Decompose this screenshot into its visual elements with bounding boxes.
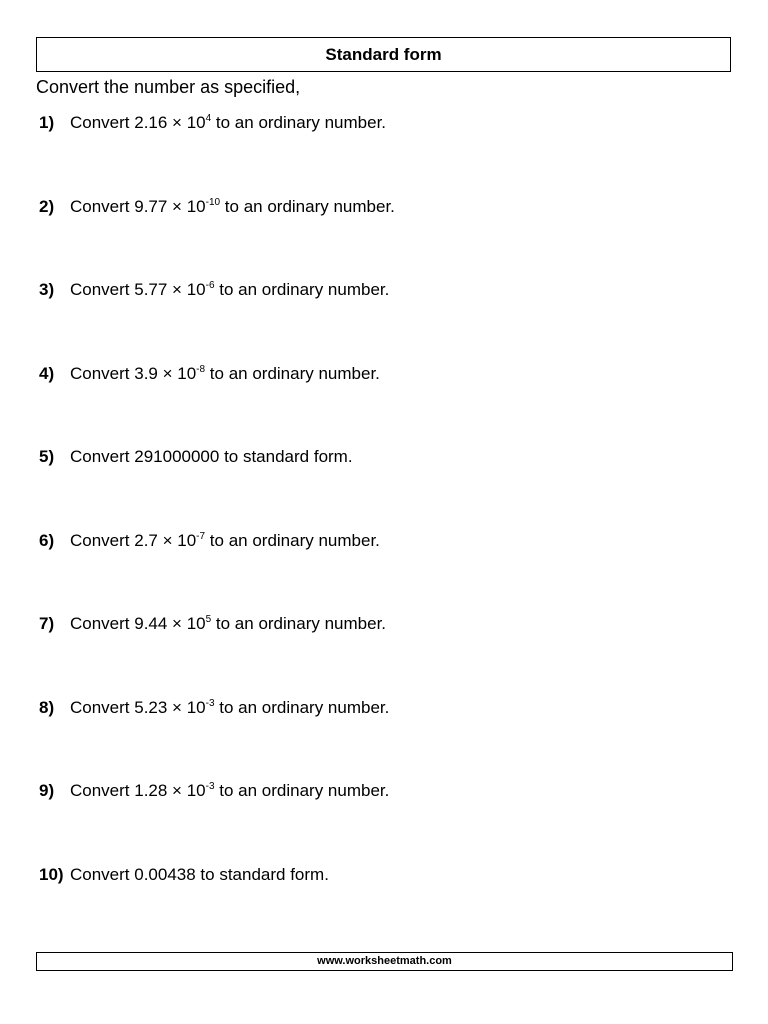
exponent: -8	[196, 364, 206, 375]
question-number: 10)	[39, 865, 64, 884]
question-number: 5)	[39, 447, 55, 466]
question-number: 7)	[39, 614, 55, 633]
question-text: Convert 0.00438 to standard form.	[70, 865, 329, 884]
exponent: -3	[205, 781, 215, 792]
exponent: -3	[205, 698, 215, 709]
question-10	[39, 865, 329, 885]
question-9	[39, 781, 389, 801]
question-number: 9)	[39, 781, 55, 800]
footer-website: www.worksheetmath.com	[317, 955, 452, 967]
question-text: Convert $5.23 \times 10^{-3}$ to an ordinary number.	[70, 698, 390, 717]
exponent: -10	[205, 197, 221, 208]
question-number: 2)	[39, 197, 55, 216]
question-7	[39, 614, 386, 634]
exponent: 5	[205, 614, 212, 625]
instruction-text: Convert the number as specified,	[36, 77, 301, 97]
question-text: Convert $9.77 \times 10^{-10}$ to an ordinary number.	[70, 197, 395, 216]
question-5	[39, 447, 353, 467]
question-text: Convert $1.28 \times 10^{-3}$ to an ordinary number.	[70, 781, 390, 800]
exponent: 4	[205, 113, 212, 124]
exponent: -6	[205, 280, 215, 291]
question-number: 6)	[39, 531, 55, 550]
footer-box	[36, 952, 733, 971]
question-1	[39, 113, 386, 133]
question-number: 8)	[39, 698, 55, 717]
question-2	[39, 197, 395, 217]
question-number: 1)	[39, 113, 55, 132]
question-3	[39, 280, 389, 300]
question-text: Convert $5.77 \times 10^{-6}$ to an ordinary number.	[70, 280, 390, 299]
question-6	[39, 531, 380, 551]
question-4	[39, 364, 380, 384]
page-title: Standard form	[325, 45, 442, 64]
question-text: Convert 291000000 to standard form.	[70, 447, 353, 466]
question-text: Convert $3.9 \times 10^{-8}$ to an ordinary number.	[70, 364, 380, 383]
question-number: 4)	[39, 364, 55, 383]
title-box	[36, 37, 731, 72]
question-text: Convert $2.7 \times 10^{-7}$ to an ordinary number.	[70, 531, 380, 550]
question-text: Convert $2.16 \times 10^4$ to an ordinary number.	[70, 113, 387, 132]
question-text: Convert $9.44 \times 10^5$ to an ordinary number.	[70, 614, 387, 633]
question-number: 3)	[39, 280, 55, 299]
exponent: -7	[196, 531, 206, 542]
question-8	[39, 698, 389, 718]
